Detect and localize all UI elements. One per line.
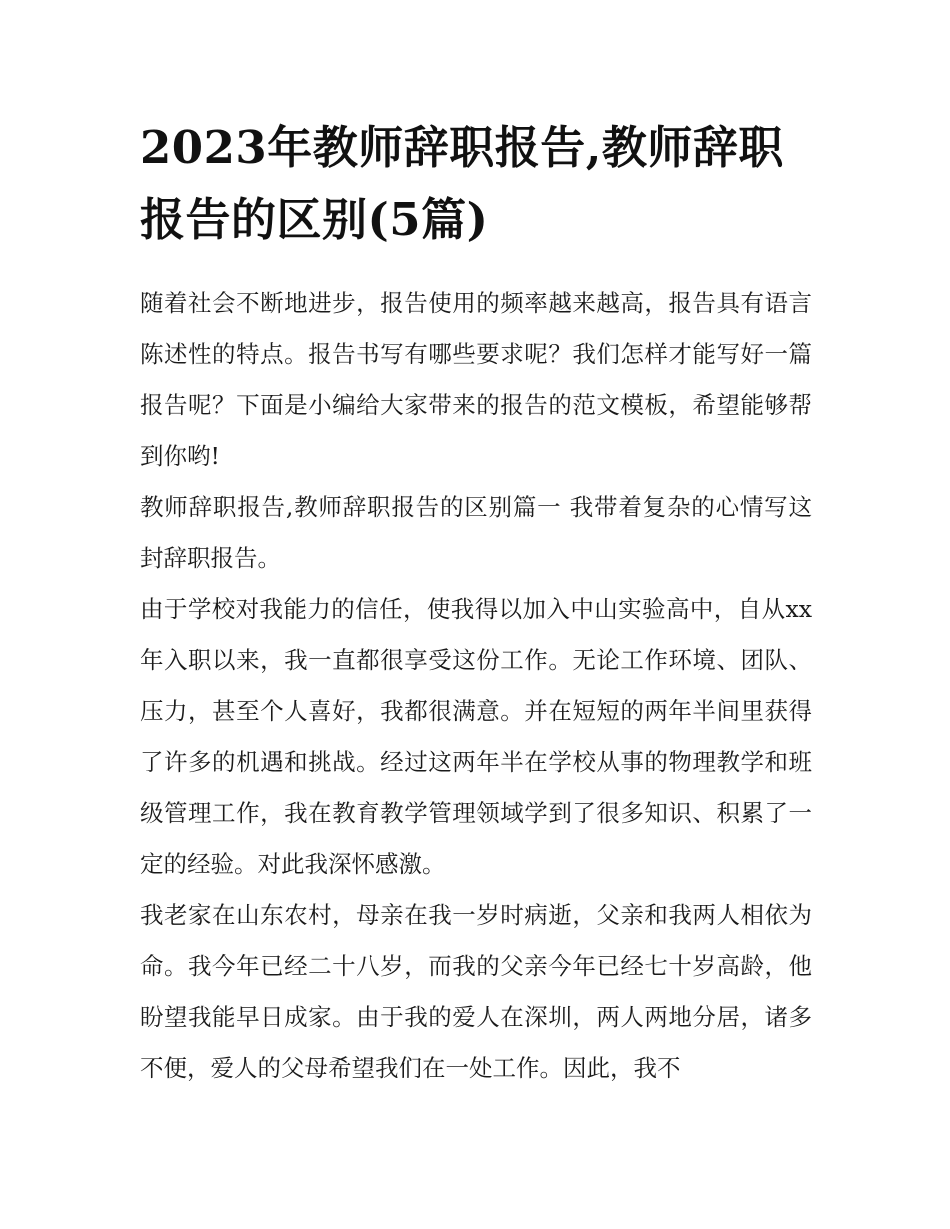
family-paragraph: 我老家在山东农村，母亲在我一岁时病逝，父亲和我两人相依为命。我今年已经二十八岁，而我的父亲今年已经七十岁高龄，他盼望我能早日成家。由于我的爱人在深圳，两人两地分居，诸多不便，爱人的父母希望我们在一处工作。因此，我不 [140,901,812,1082]
intro-paragraph: 随着社会不断地进步，报告使用的频率越来越高，报告具有语言陈述性的特点。报告书写有哪些要求呢？我们怎样才能写好一篇报告呢？下面是小编给大家带来的报告的范文模板，希望能够帮到你哟! [140,289,812,470]
document-body [140,112,812,1094]
document-title: 2023年教师辞职报告,教师辞职报告的区别(5篇) [140,121,784,246]
gratitude-paragraph: 由于学校对我能力的信任，使我得以加入中山实验高中，自从xx年入职以来，我一直都很享受这份工作。无论工作环境、团队、压力，甚至个人喜好，我都很满意。并在短短的两年半间里获得了许多的机遇和挑战。经过这两年半在学校从事的物理教学和班级管理工作，我在教育教学管理领域学到了很多知识、积累了一定的经验。对此我深怀感激。 [140,595,812,878]
section-heading-paragraph: 教师辞职报告,教师辞职报告的区别篇一 我带着复杂的心情写这封辞职报告。 [140,493,812,572]
